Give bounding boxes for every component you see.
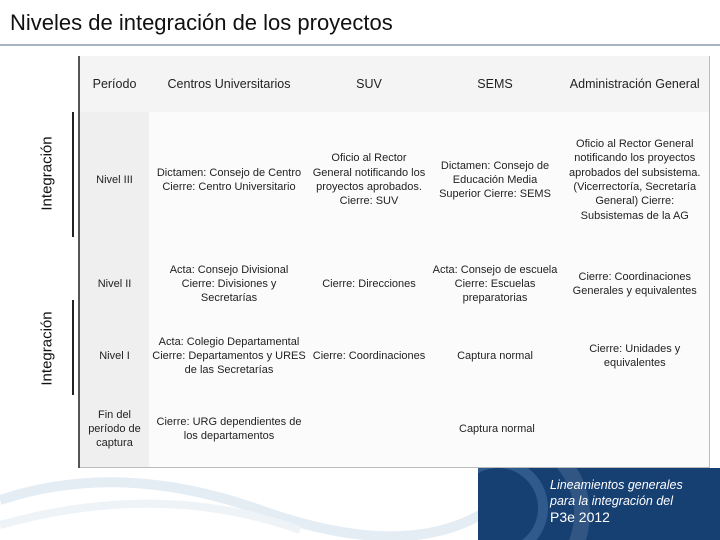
header-sems: SEMS xyxy=(429,56,561,112)
decorative-swirl xyxy=(0,440,480,540)
cu-cell: Dictamen: Consejo de Centro Cierre: Centro Universitario xyxy=(149,112,309,248)
cu-cell: Acta: Colegio Departamental Cierre: Departamentos y URES de las Secretarías xyxy=(149,320,309,392)
ag-cell: Cierre: Unidades y equivalentes xyxy=(561,320,709,392)
header-cu: Centros Universitarios xyxy=(149,56,309,112)
badge-line3: P3e 2012 xyxy=(550,509,610,526)
cu-cell: Acta: Consejo Divisional Cierre: Divisiones y Secretarías xyxy=(149,248,309,320)
page-title: Niveles de integración de los proyectos xyxy=(10,10,393,35)
cu-cell: Cierre: URG dependientes de los departamentos xyxy=(149,392,309,467)
ag-cell: Cierre: Coordinaciones Generales y equivalentes xyxy=(561,248,709,320)
period-cell: Nivel III xyxy=(79,112,149,248)
integration-table xyxy=(78,56,710,468)
badge-ring-decoration xyxy=(478,468,548,540)
sems-cell: Acta: Consejo de escuela Cierre: Escuelas preparatorias xyxy=(429,248,561,320)
ag-cell: Oficio al Rector General notificando los proyectos aprobados del subsistema. (Vicerrectoría, Secretaría General) Cierre: Subsistemas de la AG xyxy=(561,112,709,248)
period-cell: Nivel II xyxy=(79,248,149,320)
period-cell: Nivel I xyxy=(79,320,149,392)
merged-cell: Captura normal xyxy=(309,392,709,467)
badge-line2: para la integración del xyxy=(550,493,673,508)
sems-cell: Dictamen: Consejo de Educación Media Superior Cierre: SEMS xyxy=(429,112,561,248)
suv-cell: Cierre: Coordinaciones xyxy=(309,320,429,392)
header-ag: Administración General xyxy=(561,56,709,112)
badge-line1: Lineamientos generales xyxy=(550,478,683,492)
table-row xyxy=(79,112,709,248)
badge-text xyxy=(550,478,683,527)
sems-cell: Captura normal xyxy=(429,320,561,392)
side-bar-lower xyxy=(72,300,74,395)
table-row xyxy=(79,320,709,392)
table-row xyxy=(79,248,709,320)
table-header-row xyxy=(79,56,709,112)
header-period: Período xyxy=(79,56,149,112)
header-suv: SUV xyxy=(309,56,429,112)
p3e-badge xyxy=(478,468,720,540)
side-bar-upper xyxy=(72,112,74,237)
period-cell: Fin del período de captura xyxy=(79,392,149,467)
side-label-upper: Integración xyxy=(38,136,56,211)
suv-cell: Oficio al Rector General notificando los proyectos aprobados. Cierre: SUV xyxy=(309,112,429,248)
suv-cell: Cierre: Direcciones xyxy=(309,248,429,320)
side-label-lower: Integración xyxy=(38,311,56,386)
title-divider xyxy=(0,44,720,46)
